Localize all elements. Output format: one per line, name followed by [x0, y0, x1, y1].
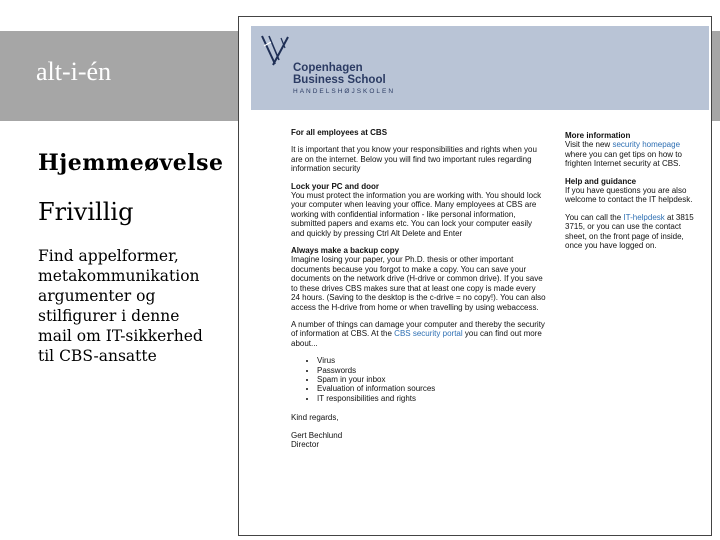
body-line: stilfigurer i denne [38, 307, 180, 325]
list-item: • Evaluation of information sources [317, 384, 546, 393]
section-text [291, 320, 546, 348]
slide-subheading: Frivillig [38, 198, 134, 226]
list-item: • IT responsibilities and rights [317, 394, 546, 403]
section-text: You must protect the information you are working with. You should lock your computer when leaving your office. Many employees at CBS are working with confidential information - like personal information, submitted papers and exams etc. You can lock your computer easily and quickly by pressing Ctrl Alt Delete and Enter [291, 191, 542, 238]
email-intro: It is important that you know your responsibilities and rights when you are on the internet. Below you will find two important rules regarding information security [291, 145, 537, 174]
body-line: argumenter og [38, 287, 156, 305]
security-portal-link[interactable]: CBS security portal [394, 329, 463, 339]
body-line: metakommunikation [38, 267, 200, 285]
section-heading: More information [565, 131, 631, 140]
email-title: For all employees at CBS [291, 128, 388, 137]
text-fragment: Visit the new [565, 140, 613, 150]
logo-line: Copenhagen [293, 62, 363, 74]
logo-line: HANDELSHØJSKOLEN [293, 88, 396, 95]
section-text [565, 140, 703, 168]
text-fragment: you can find out more about... [291, 329, 542, 348]
section-text: If you have questions you are also welcome to contact the IT helpdesk. [565, 186, 693, 205]
slide-body-text [38, 246, 238, 366]
topics-list [291, 356, 546, 403]
section-heading: Always make a backup copy [291, 246, 400, 256]
text-fragment: A number of things can damage your computer and thereby the security of information at CBS. At the [291, 319, 545, 339]
cbs-logo-icon [259, 34, 291, 68]
list-item: • Spam in your inbox [317, 375, 546, 384]
signer-name: Gert Bechlund [291, 430, 343, 440]
email-document-image [238, 16, 712, 536]
body-line: Find appelformer, [38, 247, 179, 265]
section-text [565, 213, 703, 251]
document-header-banner [251, 26, 709, 110]
text-fragment: where you can get tips on how to frighten Internet security at CBS. [565, 149, 682, 169]
logo-line: Business School [293, 74, 386, 86]
slide-heading: Hjemmeøvelse [38, 150, 224, 176]
body-line: mail om IT-sikkerhed [38, 327, 203, 345]
slide-title: alt-i-én [36, 57, 112, 86]
it-helpdesk-link[interactable]: IT-helpdesk [623, 212, 665, 222]
cbs-wordmark [293, 62, 395, 95]
list-item: • Passwords [317, 366, 546, 375]
security-homepage-link[interactable]: security homepage [612, 140, 681, 150]
section-heading: Lock your PC and door [291, 181, 380, 191]
text-fragment: You can call the [565, 212, 624, 222]
list-item: • Virus [317, 356, 546, 365]
email-sidebar-column [565, 131, 703, 258]
section-text: Imagine losing your paper, your Ph.D. thesis or other important documents because you forgot to make a copy. You can save your documents on the network drive (H-drive or common drive). If you save to these drives CBS makes sure that at least one copy is made every 24 hours. (Saving to the desktop is the c-drive = no copy!). You can also access the H-drive from home or when travelling by using webaccess. [291, 255, 546, 312]
email-main-column [291, 128, 546, 449]
body-line: til CBS-ansatte [38, 347, 157, 365]
signer-title: Director [291, 439, 320, 449]
closing: Kind regards, [291, 413, 339, 423]
text-fragment: at 3815 3715, or you can use the contact sheet, on the front page of inside, once you have logged on. [565, 212, 694, 251]
section-heading: Help and guidance [565, 176, 637, 186]
